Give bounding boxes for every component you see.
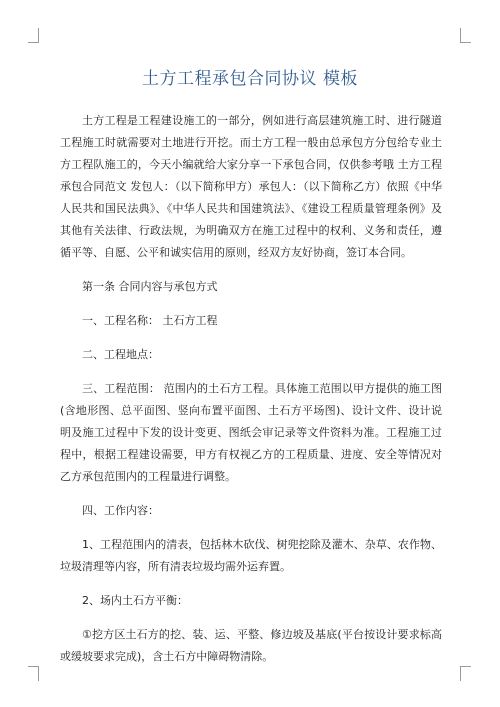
work-item-1: 1、工程范围内的清表，包括林木砍伐、树兜挖除及灌木、杂草、农作物、垃圾清理等内容，所有清表垃圾均需外运弃置。 — [60, 538, 442, 573]
work-item-2: 2、场内土石方平衡： — [82, 594, 188, 607]
document-body — [60, 110, 442, 680]
document-title: 土方工程承包合同协议 模板 — [142, 69, 358, 89]
work-item-2-1: ①挖方区土石方的挖、装、运、平整、修边坡及基底(平台按设计要求标高或缓坡要求完成)，含土石方中障碍物清除。 — [60, 628, 442, 663]
crop-mark-top-right — [460, 28, 471, 43]
crop-mark-bottom-left — [28, 666, 39, 681]
intro-paragraph: 土方工程是工程建设施工的一部分，例如进行高层建筑施工时、进行隧道工程施工时就需要对土地进行开挖。而土方工程一般由总承包方分包给专业土方工程队施工的，今天小编就给大家分享一下承包合同，仅供参考哦 土方工程承包合同范文 发包人：（以下简称甲方）承包人：（以下简称乙方）依照《中华人民共和国民法典》、《中华人民共和国建筑法》、《建设工程质量管理条例》及其他有关法律、行政法规，为明确双方在施工过程中的权利、义务和责任，遵循平等、自愿、公平和诚实信用的原则，经双方友好协商，签订本合同。 — [60, 114, 442, 259]
project-location: 二、工程地点： — [82, 348, 159, 361]
crop-mark-top-left — [28, 28, 39, 43]
article-heading: 第一条 合同内容与承包方式 — [82, 280, 218, 293]
project-name: 一、工程名称： 土石方工程 — [82, 314, 218, 327]
crop-mark-bottom-right — [460, 666, 471, 681]
work-content-heading: 四、工作内容： — [82, 504, 159, 517]
project-scope: 三、工程范围： 范围内的土石方工程。具体施工范围以甲方提供的施工图(含地形图、总平面图、竖向布置平面图、土石方平场图)、设计文件、设计说明及施工过程中下发的设计变更、图纸会审记录等文件资料为准。工程施工过程中，根据工程建设需要，甲方有权视乙方的工程质量、进度、安全等情况对乙方承包范围内的工程量进行调整。 — [60, 382, 442, 483]
